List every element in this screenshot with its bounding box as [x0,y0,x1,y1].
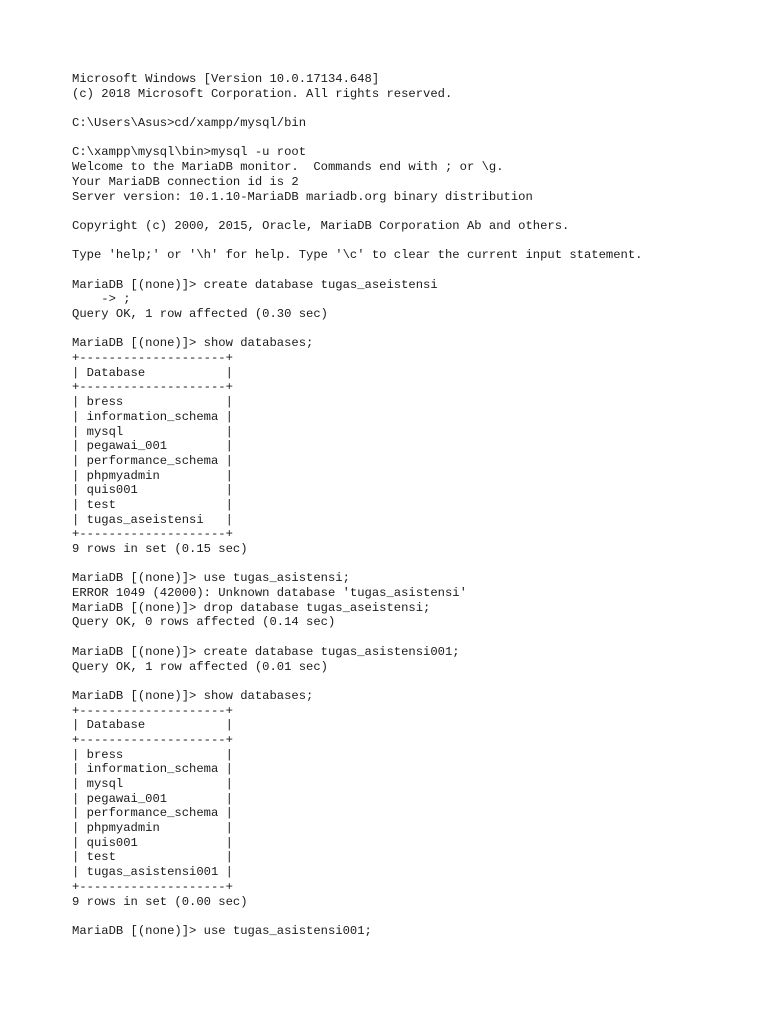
console-line: MariaDB [(none)]> drop database tugas_aseistensi; [72,600,431,615]
console-line: Server version: 10.1.10-MariaDB mariadb.org binary distribution [72,189,533,204]
table-row: | performance_schema | [72,453,233,468]
table-row: | information_schema | [72,409,233,424]
console-line: MariaDB [(none)]> use tugas_asistensi001; [72,923,372,938]
table-row: | pegawai_001 | [72,791,233,806]
console-line: ERROR 1049 (42000): Unknown database 'tugas_asistensi' [72,586,467,601]
console-line: -> ; [72,292,131,307]
console-line [72,234,752,249]
console-line [72,322,752,337]
console-line [72,263,752,278]
console-line: C:\xampp\mysql\bin>mysql -u root [72,145,307,160]
table-row: | bress | [72,395,233,410]
table-border: +--------------------+ [72,380,233,395]
console-line: MariaDB [(none)]> create database tugas_asistensi001; [72,644,460,659]
table-row: | mysql | [72,777,233,791]
table-border: +--------------------+ [72,879,233,894]
console-line [72,909,752,924]
console-line: Copyright (c) 2000, 2015, Oracle, MariaDB Corporation Ab and others. [72,218,570,233]
table-row: | bress | [72,747,233,762]
console-line: Query OK, 1 row affected (0.01 sec) [72,659,328,674]
console-line: 9 rows in set (0.00 sec) [72,894,248,909]
table-border: +--------------------+ [72,351,233,366]
console-line: MariaDB [(none)]> show databases; [72,336,314,351]
console-line: C:\Users\Asus>cd/xampp/mysql/bin [72,116,307,131]
table-row: | quis001 | [72,483,233,498]
console-line [72,101,752,116]
table-border: +--------------------+ [72,732,233,747]
console-line [72,674,752,689]
table-row: | test | [72,850,233,865]
console-line: Query OK, 1 row affected (0.30 sec) [72,307,328,321]
table-header: | Database | [72,365,233,380]
table-row: | performance_schema | [72,806,233,821]
table-row: | quis001 | [72,835,233,850]
console-line: MariaDB [(none)]> use tugas_asistensi; [72,571,350,586]
console-line: Microsoft Windows [Version 10.0.17134.648] [72,72,380,86]
console-line: Query OK, 0 rows affected (0.14 sec) [72,615,336,630]
table-row: | phpmyadmin | [72,468,233,483]
console-line: Welcome to the MariaDB monitor. Commands end with ; or \g. [72,160,504,175]
table-row: | test | [72,497,233,512]
table-border: +--------------------+ [72,527,233,542]
table-header: | Database | [72,718,233,733]
console-line [72,131,752,146]
table-row: | tugas_aseistensi | [72,512,233,527]
console-line: Type 'help;' or '\h' for help. Type '\c' to clear the current input statement. [72,248,643,263]
console-line [72,630,752,645]
console-line: MariaDB [(none)]> create database tugas_aseistensi [72,277,438,292]
console-line: (c) 2018 Microsoft Corporation. All rights reserved. [72,86,453,101]
console-transcript [72,72,752,939]
console-line: 9 rows in set (0.15 sec) [72,542,248,556]
console-line [72,557,752,572]
console-line: MariaDB [(none)]> show databases; [72,688,314,703]
table-border: +--------------------+ [72,703,233,718]
table-row: | phpmyadmin | [72,821,233,836]
table-row: | information_schema | [72,762,233,777]
table-row: | tugas_asistensi001 | [72,865,233,880]
table-row: | pegawai_001 | [72,439,233,454]
console-line: Your MariaDB connection id is 2 [72,174,299,189]
table-row: | mysql | [72,424,233,439]
console-line [72,204,752,219]
